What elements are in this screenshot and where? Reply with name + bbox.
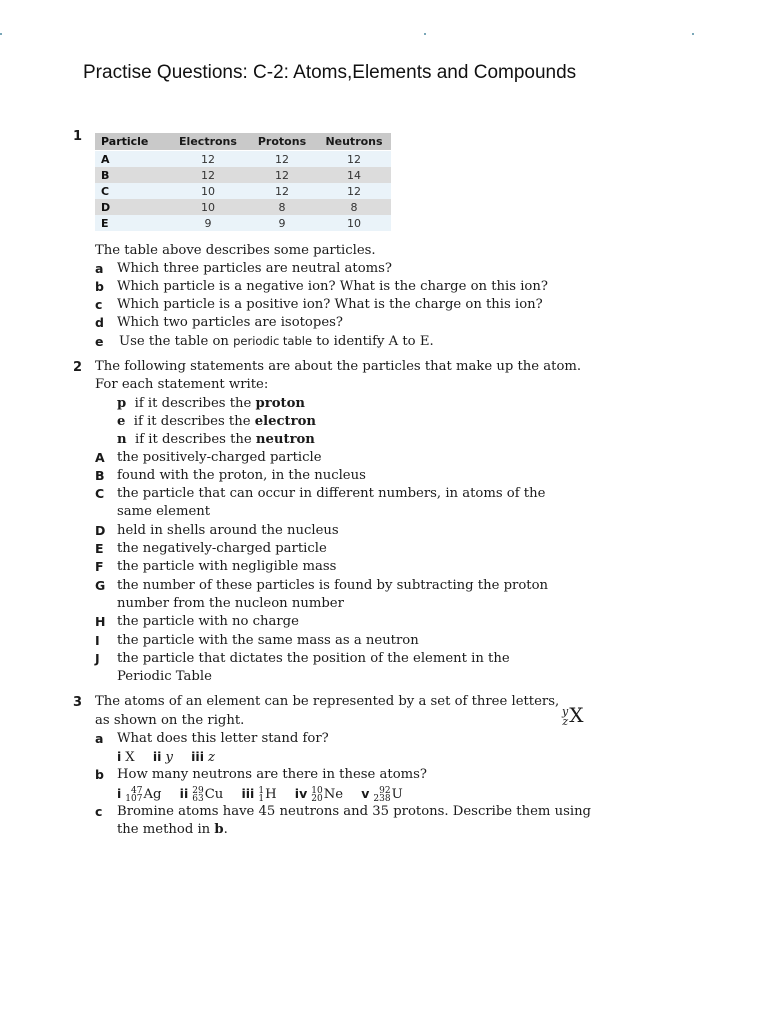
- answer-code: [117, 413, 316, 431]
- scan-dot: [424, 33, 426, 35]
- nuclide: iv 10 20 Ne: [294, 785, 344, 804]
- part-letter: e: [95, 334, 104, 349]
- part-letter: b: [95, 279, 104, 294]
- table-cell: D: [95, 199, 169, 215]
- table-cell: C: [95, 183, 169, 199]
- statement-text: same element: [117, 504, 211, 519]
- table-cell: 12: [247, 151, 317, 168]
- code-word: neutron: [255, 432, 315, 447]
- sub-parts: [117, 748, 229, 767]
- table-cell: 12: [169, 151, 247, 168]
- part-text-start: Use the table on: [119, 334, 234, 349]
- question-number: 3: [73, 695, 83, 710]
- question-number: 2: [73, 360, 83, 375]
- notation-numbers: [562, 704, 569, 728]
- part-text: Which particle is a positive ion? What is the charge on this ion?: [117, 297, 543, 312]
- part-text: Bromine atoms have 45 neutrons and 35 protons. Describe them using: [117, 804, 592, 819]
- statement-text: found with the proton, in the nucleus: [117, 468, 366, 483]
- statement-text: Periodic Table: [117, 669, 212, 684]
- table-cell: 12: [247, 167, 317, 183]
- statement-letter: I: [95, 633, 100, 648]
- page-title: Practise Questions: C-2: Atoms,Elements and Compounds: [83, 62, 577, 83]
- element-notation: [562, 703, 583, 727]
- column-header: Particle: [95, 133, 169, 151]
- nuclide: v 92 238 U: [361, 785, 403, 804]
- part-text: Which three particles are neutral atoms?: [117, 261, 392, 276]
- part-text: the method in b.: [117, 822, 228, 837]
- table-cell: 14: [317, 167, 391, 183]
- scan-dot: [0, 33, 2, 35]
- code-text: if it describes the: [133, 414, 255, 429]
- question-intro: The atoms of an element can be represented by a set of three letters,: [95, 694, 560, 709]
- sub-part: iii z: [191, 749, 215, 765]
- statement-letter: A: [95, 450, 105, 465]
- table-cell: B: [95, 167, 169, 183]
- table-cell: 8: [247, 199, 317, 215]
- table-cell: 10: [169, 183, 247, 199]
- code-word: proton: [255, 396, 305, 411]
- part-letter: c: [95, 297, 103, 312]
- statement-text: the negatively-charged particle: [117, 541, 327, 556]
- table-cell: 10: [317, 215, 391, 231]
- part-letter: c: [95, 804, 103, 819]
- table-cell: 9: [247, 215, 317, 231]
- table-cell: E: [95, 215, 169, 231]
- table-cell: 12: [169, 167, 247, 183]
- table-cell: 8: [317, 199, 391, 215]
- code-letter: n: [117, 432, 127, 447]
- nuclide: ii 29 63 Cu: [179, 785, 224, 804]
- scan-dot: [692, 33, 694, 35]
- statement-letter: E: [95, 541, 104, 556]
- statement-text: held in shells around the nucleus: [117, 523, 339, 538]
- statement-text: number from the nucleon number: [117, 596, 344, 611]
- part-letter: d: [95, 315, 104, 330]
- nuclide-list: [117, 785, 417, 804]
- statement-text: the particle that can occur in different numbers, in atoms of the: [117, 486, 546, 501]
- nuclide: iii 1 1 H: [241, 785, 277, 804]
- table-row: [95, 199, 391, 215]
- table-row: [95, 215, 391, 231]
- question-intro: The following statements are about the particles that make up the atom.: [95, 359, 582, 374]
- code-letter: p: [117, 396, 127, 411]
- question-intro: For each statement write:: [95, 377, 269, 392]
- table-cell: 10: [169, 199, 247, 215]
- statement-letter: H: [95, 614, 106, 629]
- statement-text: the particle with the same mass as a neutron: [117, 633, 419, 648]
- part-letter: a: [95, 731, 104, 746]
- part-text: Which particle is a negative ion? What is the charge on this ion?: [117, 279, 548, 294]
- part-text: [119, 332, 434, 351]
- part-text: Which two particles are isotopes?: [117, 315, 343, 330]
- statement-text: the particle that dictates the position of the element in the: [117, 651, 510, 666]
- notation-bottom: z: [562, 714, 569, 728]
- table-row: [95, 167, 391, 183]
- statement-text: the particle with negligible mass: [117, 559, 337, 574]
- table-cell: 12: [247, 183, 317, 199]
- part-letter: b: [95, 767, 104, 782]
- notation-letter: X: [569, 703, 584, 727]
- sub-part: ii y: [152, 749, 173, 765]
- question-intro: The table above describes some particles.: [95, 243, 376, 258]
- table-cell: 9: [169, 215, 247, 231]
- statement-text: the number of these particles is found by subtracting the proton: [117, 578, 548, 593]
- statement-letter: J: [95, 651, 100, 666]
- question-number: 1: [73, 129, 83, 144]
- part-text: How many neutrons are there in these atoms?: [117, 767, 427, 782]
- table-row: [95, 151, 391, 168]
- periodic-table-ref: periodic table: [233, 334, 313, 348]
- part-letter: a: [95, 261, 104, 276]
- statement-letter: B: [95, 468, 105, 483]
- code-text: if it describes the: [134, 396, 256, 411]
- table-cell: 12: [317, 183, 391, 199]
- part-text: What does this letter stand for?: [117, 731, 329, 746]
- table-row: [95, 183, 391, 199]
- question-intro: as shown on the right.: [95, 713, 245, 728]
- table-cell: 12: [317, 151, 391, 168]
- column-header: Electrons: [169, 133, 247, 151]
- answer-code: [117, 395, 305, 413]
- statement-text: the particle with no charge: [117, 614, 299, 629]
- table-cell: A: [95, 151, 169, 168]
- nuclide: i 47 107 Ag: [117, 785, 162, 804]
- statement-letter: G: [95, 578, 106, 593]
- column-header: Protons: [247, 133, 317, 151]
- sub-part: i X: [117, 749, 135, 765]
- part-text-end: to identify A to E.: [312, 334, 434, 349]
- code-letter: e: [117, 414, 126, 429]
- answer-code: [117, 431, 315, 449]
- statement-letter: C: [95, 486, 105, 501]
- column-header: Neutrons: [317, 133, 391, 151]
- code-word: electron: [254, 414, 316, 429]
- statement-text: the positively-charged particle: [117, 450, 322, 465]
- particle-table: [95, 133, 391, 231]
- code-text: if it describes the: [134, 432, 256, 447]
- statement-letter: D: [95, 523, 106, 538]
- table-header-row: [95, 133, 391, 151]
- notation-top: y: [562, 704, 569, 718]
- statement-letter: F: [95, 559, 104, 574]
